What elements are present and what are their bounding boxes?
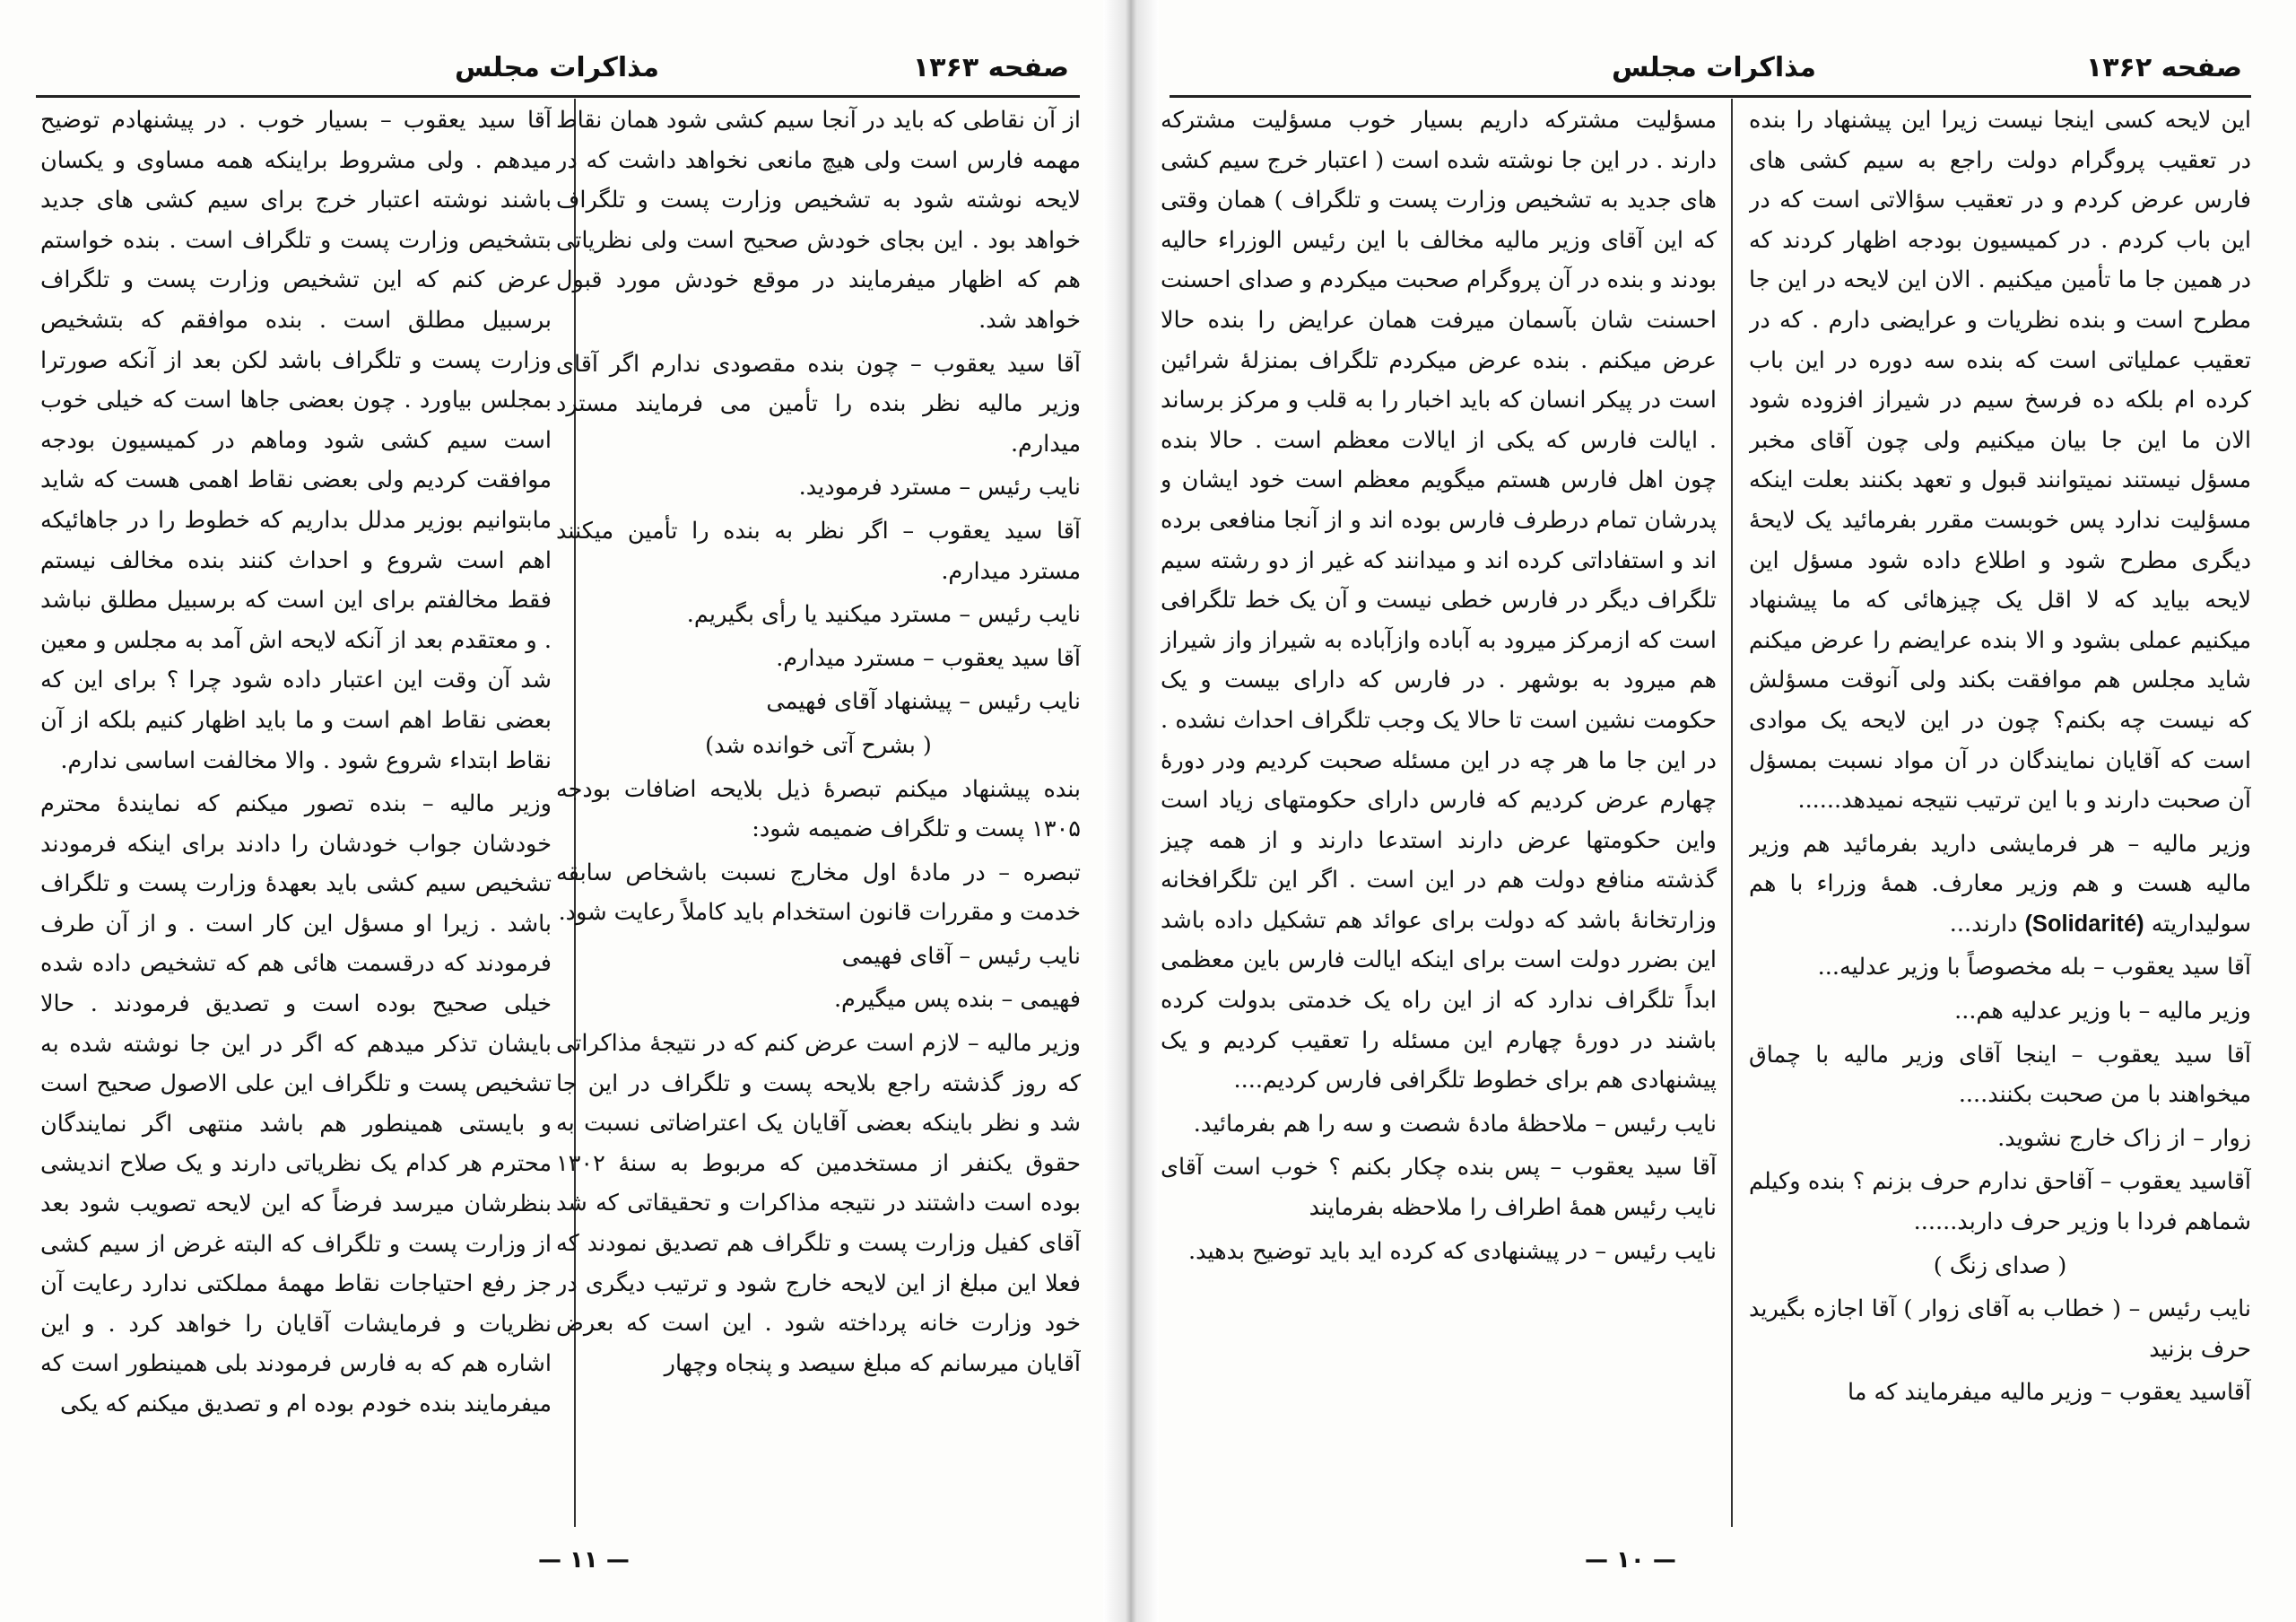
paragraph: نایب رئیس – پیشنهاد آقای فهیمی <box>766 688 1081 716</box>
book-gutter <box>1103 0 1159 1622</box>
paragraph-text: وزیر مالیه – هر فرمایشی دارید بفرمائید هم وزیر مالیه هست و هم وزیر معارف. همهٔ وزراء با هم سولیداریته <box>1749 830 2251 937</box>
paragraph: نایب رئیس – آقای فهیمی <box>841 942 1081 970</box>
stage-direction: ( صدای زنگ ) <box>1933 1251 2067 1279</box>
right-page-number-label: صفحه ۱۳۶۲ <box>2085 52 2242 83</box>
paragraph: نایب رئیس – مسترد میکنید یا رأی بگیریم. <box>686 601 1081 629</box>
paragraph: زوار – از زاک خارج نشوید. <box>1997 1124 2251 1152</box>
paragraph: تبصره – در مادهٔ اول مخارج نسبت باشخاص سابقه خدمت و مقررات قانون استخدام باید کاملاً رعایت شود. <box>556 859 1081 927</box>
right-page-left-column <box>1161 100 1717 1523</box>
right-page-header <box>1186 52 2242 92</box>
left-page-footer-number: — ۱۱ — <box>538 1547 630 1574</box>
paragraph: نایب رئیس – ( خطاب به آقای زوار ) آقا اجازه بگیرید حرف بزنید <box>1749 1295 2251 1363</box>
paragraph: این لایحه کسی اینجا نیست زیرا این پیشنهاد را بنده در تعقیب پروگرام دولت راجع به سیم کشی های فارس عرض کردم و در تعقیب سؤالاتی است که در این باب کردم . در کمیسیون بودجه اظهار کردند که در همین جا ما تأمین میکنیم . الان این لایحه در این جا مطرح است و بنده نظریات و عرایضی دارم . که در تعقیب عملیاتی است که بنده سه دوره در این باب کرده ام بلکه ده فرسخ سیم در شیراز افزوده شود الان ما این جا بیان میکنیم ولی چون آقای مخبر مسؤل نیستند نمیتوانند قبول و تعهد بکنند بعلت اینکه مسؤلیت ندارد پس خوبست مقرر بفرمائید یک لایحهٔ دیگری مطرح شود و اطلاع داده شود مسؤل این لایحه بیاید که لا اقل یک چیزهائی که ما پیشنهاد میکنیم عملی بشود و الا بنده عرایضم را عرض میکنم شاید مجلس هم موافقت بکند ولی آنوقت مسؤلش که نیست چه بکنم؟ چون در این لایحه یک موادی است که آقایان نمایندگان در آن مواد نسبت بمسؤل آن صحبت دارند و با این ترتیب نتیجه نمیدهد...... <box>1749 107 2251 815</box>
paragraph: مسؤلیت مشترکه داریم بسیار خوب مسؤلیت مشترکه دارند . در این جا نوشته شده است ( اعتبار خرج سیم کشی های جدید به تشخیص وزارت پست و تلگراف ) همان وقتی که این آقای وزیر مالیه مخالف با این رئیس الوزراء حالیه بودند و بنده در آن پروگرام صحبت میکردم و صدای احسنت احسنت شان بآسمان میرفت همان عرایض را بنده حالا عرض میکنم . بنده عرض میکردم تلگراف بمنزلهٔ شرائین است در پیکر انسان که باید اخبار را به قلب و مرکز برساند . ایالت فارس که یکی از ایالات معظم است . حالا بنده چون اهل فارس هستم میگویم معظم است خود ایشان و پدرشان تمام درطرف فارس بوده اند و از آنجا منافعی برده اند و استفاداتی کرده اند و میدانند که غیر از دو رشته سیم تلگراف دیگر در فارس خطی نیست و آن یک خط تلگرافی است که ازمرکز میرود به آباده وازآباده به شیراز واز شیراز هم میرود به بوشهر . در فارس که دارای بیست و یک حکومت نشین است تا حالا یک وجب تلگراف احداث نشده . در این جا ما هر چه در این مسئله صحبت کردیم ودر دورهٔ چهارم عرض کردیم که فارس دارای حکومتهای زیاد است واین حکومتها عرض دارند استدعا دارند و از همه چیز گذشته منافع دولت هم در این است . اگر این تلگرافخانه وزارتخانهٔ باشد که دولت برای عوائد هم تشکیل داده باشد این بضرر دولت است برای اینکه ایالت فارس باین معظمی ابداً تلگراف ندارد که از این راه یک خدمتی بدولت کرده باشند در دورهٔ چهارم این مسئله را تعقیب کردیم و یک پیشنهادی هم برای خطوط تلگرافی فارس کردیم.... <box>1161 107 1717 1094</box>
right-page-footer-number: — ۱۰ — <box>1585 1547 1676 1574</box>
paragraph: آقا سید یعقوب – چون بنده مقصودی ندارم اگر آقای وزیر مالیه نظر بنده را تأمین می فرمایند مسترد میدارم. <box>556 350 1081 458</box>
paragraph: وزیر مالیه – با وزیر عدلیه هم... <box>1954 998 2251 1025</box>
stage-direction: ( بشرح آتی خوانده شد) <box>705 731 932 759</box>
paragraph: آقاسید یعقوب – آقاحق ندارم حرف بزنم ؟ بنده وکیلم شماهم فردا با وزیر حرف داربد...... <box>1749 1168 2251 1236</box>
paragraph: آقا سید یعقوب – مسترد میدارم. <box>776 644 1081 672</box>
right-column-divider <box>1731 99 1733 1527</box>
right-page-right-column <box>1749 100 2251 1523</box>
paragraph: از آن نقاطی که باید در آنجا سیم کشی شود همان نقاط مهمه فارس است ولی هیچ مانعی نخواهد داشت که در لایحه نوشته شود به تشخیص وزارت پست و تلگراف خواهد بود . این بجای خودش صحیح است ولی نظریاتی هم که اظهار میفرمایند در موقع خودش مورد قبول خواهد شد. <box>556 107 1081 334</box>
right-page <box>1132 0 2296 1622</box>
paragraph: وزیر مالیه – لازم است عرض کنم که در نتیجهٔ مذاکراتی که روز گذشته راجع بلایحه پست و تلگراف در این جا شد و نظر باینکه بعضی آقایان یک اعتراضاتی نسبت به حقوق یکنفر از مستخدمین که مربوط به سنهٔ ۱۳۰۲ بوده است داشتند در نتیجه مذاکرات و تحقیقاتی که شد آقای کفیل وزارت پست و تلگراف هم تصدیق نمودند که فعلا این مبلغ از این لایحه خارج شود و ترتیب دیگری در خود وزارت خانه پرداخته شود . این است که بعرض آقایان میرسانم که مبلغ سیصد و پنجاه وچهار <box>556 1030 1081 1377</box>
paragraph: آقا سید یعقوب – اینجا آقای وزیر مالیه با چماق میخواهند با من صحبت بکنند.... <box>1749 1041 2251 1109</box>
left-page-running-title: مذاکرات مجلس <box>454 52 660 83</box>
paragraph: وزیر مالیه – بنده تصور میکنم که نمایندهٔ محترم خودشان جواب خودشان را دادند برای اینکه فرمودند تشخیص سیم کشی باید بعهدهٔ وزارت پست و تلگراف باشد . زیرا او مسؤل این کار است . و از آن طرف فرمودند که درقسمت هائی هم که تشخیص داده شده خیلی صحیح بوده است و تصدیق فرمودند . حالا بایشان تذکر میدهم که اگر در این جا نوشته شده به تشخیص پست و تلگراف این علی الاصول صحیح است و بایستی همینطور هم باشد منتهی اگر نمایندگان محترم هر کدام یک نظریاتی دارند و یک صلاح اندیشی بنظرشان میرسد فرضاً که این لایحه تصویب شود بعد از وزارت پست و تلگراف که البته غرض از سیم کشی جز رفع احتیاجات نقاط مهمهٔ مملکتی ندارد رعایت آن نظریات و فرمایشات آقایان را خواهد کرد . و این اشاره هم که به فارس فرمودند بلی همینطور است که میفرمایند بنده خودم بوده ام و تصدیق میکنم که یکی <box>40 790 552 1417</box>
left-header-rule <box>36 95 1080 98</box>
paragraph: آقا سید یعقوب – بله مخصوصاً با وزیر عدلیه... <box>1817 954 2251 981</box>
left-page-header <box>45 52 1069 92</box>
paragraph: نایب رئیس – مسترد فرمودید. <box>798 474 1081 501</box>
paragraph <box>1749 824 2251 945</box>
left-page-left-column <box>40 100 552 1523</box>
left-page-right-column <box>556 100 1081 1523</box>
paragraph: آقا سید یعقوب – اگر نظر به بنده را تأمین میکنند مسترد میدارم. <box>556 517 1081 585</box>
right-header-rule <box>1170 95 2251 98</box>
paragraph: نایب رئیس – در پیشنهادی که کرده اید باید توضیح بدهید. <box>1187 1237 1717 1265</box>
paragraph: آقا سید یعقوب – بسیار خوب . در پیشنهادم توضیح میدهم . ولی مشروط براینکه همه مساوی و یکسان باشند نوشته اعتبار خرج برای سیم کشی های جدید بتشخیص وزارت پست و تلگراف است . بنده خواستم عرض کنم که این تشخیص وزارت پست و تلگراف برسبیل مطلق است . بنده موافقم که بتشخیص وزارت پست و تلگراف باشد لکن بعد از آنکه صورترا بمجلس بیاورد . چون بعضی جاها است که خیلی خوب است سیم کشی شود وماهم در کمیسیون بودجه موافقت کردیم ولی بعضی نقاط اهمی هست که شاید مابتوانیم بوزیر مدلل بداریم که خطوط را در جاهائیکه اهم است شروع و احداث کنند بنده مخالف نیستم فقط مخالفتم برای این است که برسبیل مطلق نباشد . و معتقدم بعد از آنکه لایحه اش آمد به مجلس و معین شد آن وقت این اعتبار داده شود چرا ؟ برای این که بعضی نقاط اهم است و ما باید اظهار کنیم بلکه از آن نقاط ابتداء شروع شود . والا مخالفت اساسی ندارم. <box>40 107 552 774</box>
paragraph: آقا سید یعقوب – پس بنده چکار بکنم ؟ خوب است آقای نایب رئیس همهٔ اطراف را ملاحظه بفرمایند <box>1161 1154 1717 1222</box>
left-page-number-label: صفحه ۱۳۶۳ <box>912 52 1069 83</box>
paragraph-text-tail: دارند... <box>1949 910 2018 937</box>
latin-term: (Solidarité) <box>2024 911 2144 937</box>
right-page-running-title: مذاکرات مجلس <box>1611 52 1817 83</box>
left-page <box>0 0 1132 1622</box>
paragraph: فهیمی – بنده پس میگیرم. <box>833 986 1081 1014</box>
paragraph: آقاسید یعقوب – وزیر مالیه میفرمایند که ما <box>1848 1379 2251 1407</box>
paragraph: بنده پیشنهاد میکنم تبصرهٔ ذیل بلایحه اضافات بودجه ۱۳۰۵ پست و تلگراف ضمیمه شود: <box>556 775 1081 843</box>
paragraph: نایب رئیس – ملاحظهٔ مادهٔ شصت و سه را هم بفرمائید. <box>1193 1110 1717 1138</box>
